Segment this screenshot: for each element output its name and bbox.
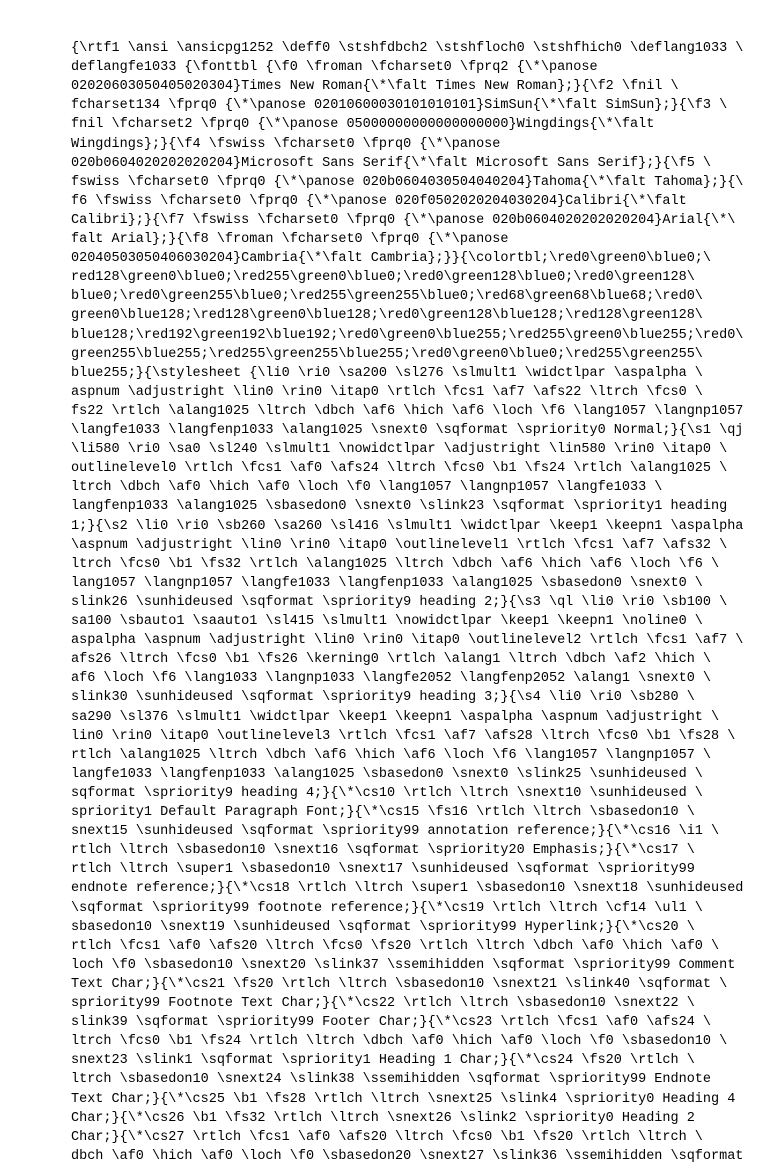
rtf-code-line: snext15 \sunhideused \sqformat \spriority99 annotation reference;}{\*\cs16 \i1 \ (71, 824, 720, 839)
rtf-code-line: {\rtf1 \ansi \ansicpg1252 \deff0 \stshfdbch2 \stshfloch0 \stshfhich0 \deflang1033 \ (71, 41, 744, 56)
rtf-code-line: fs22 \rtlch \alang1025 \ltrch \dbch \af6 \hich \af6 \loch \f6 \lang1057 \langnp1057 (71, 404, 744, 419)
rtf-code-line: 02020603050405020304}Times New Roman{\*\falt Times New Roman};}{\f2 \fnil \ (71, 79, 679, 94)
rtf-code-line: fswiss \fcharset0 \fprq0 {\*\panose 020b0604030504040204}Tahoma{\*\falt Tahoma};}{\ (71, 175, 744, 190)
rtf-code-line: \aspnum \adjustright \lin0 \rin0 \itap0 \outlinelevel1 \rtlch \fcs1 \af7 \afs32 \ (71, 538, 728, 553)
rtf-code-line: slink39 \sqformat \spriority99 Footer Char;}{\*\cs23 \rtlch \fcs1 \af0 \afs24 \ (71, 1015, 712, 1030)
rtf-code-line: red128\green0\blue0;\red255\green0\blue0;\red0\green128\blue0;\red0\green128\ (71, 270, 695, 285)
rtf-code-line: fnil \fcharset2 \fprq0 {\*\panose 05000000000000000000}Wingdings{\*\falt (71, 117, 655, 132)
rtf-code-line: af6 \loch \f6 \lang1033 \langnp1033 \langfe2052 \langfenp2052 \alang1 \snext0 \ (71, 671, 712, 686)
rtf-code-line: blue255;}{\stylesheet {\li0 \ri0 \sa200 \sl276 \slmult1 \widctlpar \aspalpha \ (71, 366, 703, 381)
rtf-code-line: 02040503050406030204}Cambria{\*\falt Cambria};}}{\colortbl;\red0\green0\blue0;\ (71, 251, 712, 266)
rtf-code-line: sa290 \sl376 \slmult1 \widctlpar \keep1 \keepn1 \aspalpha \aspnum \adjustright \ (71, 710, 720, 725)
rtf-code-line: rtlch \alang1025 \ltrch \dbch \af6 \hich \af6 \loch \f6 \lang1057 \langnp1057 \ (71, 748, 712, 763)
rtf-code-line: falt Arial};}{\f8 \froman \fcharset0 \fprq0 {\*\panose (71, 232, 509, 247)
rtf-code-line: endnote reference;}{\*\cs18 \rtlch \ltrch \super1 \sbasedon10 \snext18 \sunhideused (71, 881, 744, 896)
rtf-code-line: Wingdings};}{\f4 \fswiss \fcharset0 \fprq0 {\*\panose (71, 137, 501, 152)
rtf-code-line: Calibri};}{\f7 \fswiss \fcharset0 \fprq0 {\*\panose 020b0604020202020204}Arial{\*\ (71, 213, 736, 228)
rtf-code-line: deflangfe1033 {\fonttbl {\f0 \froman \fcharset0 \fprq2 {\*\panose (71, 60, 598, 75)
rtf-code-line: green255\blue255;\red255\green255\blue255;\red0\green0\blue0;\red255\green255\ (71, 347, 703, 362)
rtf-code-line: \sqformat \spriority99 footnote reference;}{\*\cs19 \rtlch \ltrch \cf14 \ul1 \ (71, 901, 703, 916)
rtf-code-line: slink26 \sunhideused \sqformat \spriority9 heading 2;}{\s3 \ql \li0 \ri0 \sb100 \ (71, 595, 728, 610)
rtf-code-line: ltrch \sbasedon10 \snext24 \slink38 \ssemihidden \sqformat \spriority99 Endnote (71, 1072, 712, 1087)
rtf-code-line: lang1057 \langnp1057 \langfe1033 \langfenp1033 \alang1025 \sbasedon0 \snext0 \ (71, 576, 703, 591)
rtf-code-line: fcharset134 \fprq0 {\*\panose 02010600030101010101}SimSun{\*\falt SimSun};}{\f3 \ (71, 98, 728, 113)
rtf-code-line: Char;}{\*\cs27 \rtlch \fcs1 \af0 \afs20 \ltrch \fcs0 \b1 \fs20 \rtlch \ltrch \ (71, 1130, 703, 1145)
rtf-code-line: snext23 \slink1 \sqformat \spriority1 Heading 1 Char;}{\*\cs24 \fs20 \rtlch \ (71, 1053, 695, 1068)
rtf-code-line: green0\blue128;\red128\green0\blue128;\red0\green128\blue128;\red128\green128\ (71, 308, 703, 323)
rtf-code-line: rtlch \ltrch \super1 \sbasedon10 \snext17 \sunhideused \sqformat \spriority99 (71, 862, 695, 877)
rtf-code-line: 020b0604020202020204}Microsoft Sans Serif{\*\falt Microsoft Sans Serif};}{\f5 \ (71, 156, 712, 171)
rtf-code-line: slink30 \sunhideused \sqformat \spriority9 heading 3;}{\s4 \li0 \ri0 \sb280 \ (71, 690, 695, 705)
rtf-code-line: sqformat \spriority9 heading 4;}{\*\cs10 \rtlch \ltrch \snext10 \sunhideused \ (71, 786, 703, 801)
rtf-code-line: spriority99 Footnote Text Char;}{\*\cs22 \rtlch \ltrch \sbasedon10 \snext22 \ (71, 996, 695, 1011)
rtf-code-line: dbch \af0 \hich \af0 \loch \f0 \sbasedon20 \snext27 \slink36 \ssemihidden \sqformat (71, 1149, 744, 1164)
rtf-code-line: 1;}{\s2 \li0 \ri0 \sb260 \sa260 \sl416 \slmult1 \widctlpar \keep1 \keepn1 \aspalpha (71, 519, 744, 534)
rtf-code-line: ltrch \fcs0 \b1 \fs32 \rtlch \alang1025 \ltrch \dbch \af6 \hich \af6 \loch \f6 \ (71, 557, 720, 572)
rtf-code-line: loch \f0 \sbasedon10 \snext20 \slink37 \ssemihidden \sqformat \spriority99 Comment (71, 958, 736, 973)
rtf-code-line: blue0;\red0\green255\blue0;\red255\green255\blue0;\red68\green68\blue68;\red0\ (71, 289, 703, 304)
rtf-code-line: outlinelevel0 \rtlch \fcs1 \af0 \afs24 \ltrch \fcs0 \b1 \fs24 \rtlch \alang1025 \ (71, 461, 728, 476)
rtf-code-line: afs26 \ltrch \fcs0 \b1 \fs26 \kerning0 \rtlch \alang1 \ltrch \dbch \af2 \hich \ (71, 652, 712, 667)
rtf-code-line: Text Char;}{\*\cs25 \b1 \fs28 \rtlch \ltrch \snext25 \slink4 \spriority0 Heading 4 (71, 1092, 736, 1107)
rtf-code-line: rtlch \fcs1 \af0 \afs20 \ltrch \fcs0 \fs20 \rtlch \ltrch \dbch \af0 \hich \af0 \ (71, 939, 720, 954)
rtf-code-line: sa100 \sbauto1 \saauto1 \sl415 \slmult1 \nowidctlpar \keep1 \keepn1 \noline0 \ (71, 614, 703, 629)
rtf-code-line: Char;}{\*\cs26 \b1 \fs32 \rtlch \ltrch \snext26 \slink2 \spriority0 Heading 2 (71, 1111, 695, 1126)
rtf-code-line: sbasedon10 \snext19 \sunhideused \sqformat \spriority99 Hyperlink;}{\*\cs20 \ (71, 920, 695, 935)
rtf-code-line: f6 \fswiss \fcharset0 \fprq0 {\*\panose 020f0502020204030204}Calibri{\*\falt (71, 194, 687, 209)
rtf-code-line: Text Char;}{\*\cs21 \fs20 \rtlch \ltrch \sbasedon10 \snext21 \slink40 \sqformat \ (71, 977, 728, 992)
rtf-code-line: spriority1 Default Paragraph Font;}{\*\cs15 \fs16 \rtlch \ltrch \sbasedon10 \ (71, 805, 695, 820)
rtf-code-line: aspnum \adjustright \lin0 \rin0 \itap0 \rtlch \fcs1 \af7 \afs22 \ltrch \fcs0 \ (71, 385, 703, 400)
rtf-code-line: ltrch \fcs0 \b1 \fs24 \rtlch \ltrch \dbch \af0 \hich \af0 \loch \f0 \sbasedon10 \ (71, 1034, 728, 1049)
rtf-source-page (0, 39, 768, 1164)
rtf-code-line: aspalpha \aspnum \adjustright \lin0 \rin0 \itap0 \outlinelevel2 \rtlch \fcs1 \af7 \ (71, 633, 744, 648)
rtf-code-line: \langfe1033 \langfenp1033 \alang1025 \snext0 \sqformat \spriority0 Normal;}{\s1 \qj (71, 423, 744, 438)
rtf-code-line: blue128;\red192\green192\blue192;\red0\green0\blue255;\red255\green0\blue255;\red0\ (71, 328, 744, 343)
rtf-code-line: langfenp1033 \alang1025 \sbasedon0 \snext0 \slink23 \sqformat \spriority1 heading (71, 499, 728, 514)
rtf-code-line: langfe1033 \langfenp1033 \alang1025 \sbasedon0 \snext0 \slink25 \sunhideused \ (71, 767, 703, 782)
rtf-code-line: ltrch \dbch \af0 \hich \af0 \loch \f0 \lang1057 \langnp1057 \langfe1033 \ (71, 480, 663, 495)
rtf-code-line: lin0 \rin0 \itap0 \outlinelevel3 \rtlch \fcs1 \af7 \afs28 \ltrch \fcs0 \b1 \fs28 \ (71, 729, 736, 744)
rtf-code-line: \li580 \ri0 \sa0 \sl240 \slmult1 \nowidctlpar \adjustright \lin580 \rin0 \itap0 \ (71, 442, 728, 457)
rtf-code-line: rtlch \ltrch \sbasedon10 \snext16 \sqformat \spriority20 Emphasis;}{\*\cs17 \ (71, 843, 695, 858)
